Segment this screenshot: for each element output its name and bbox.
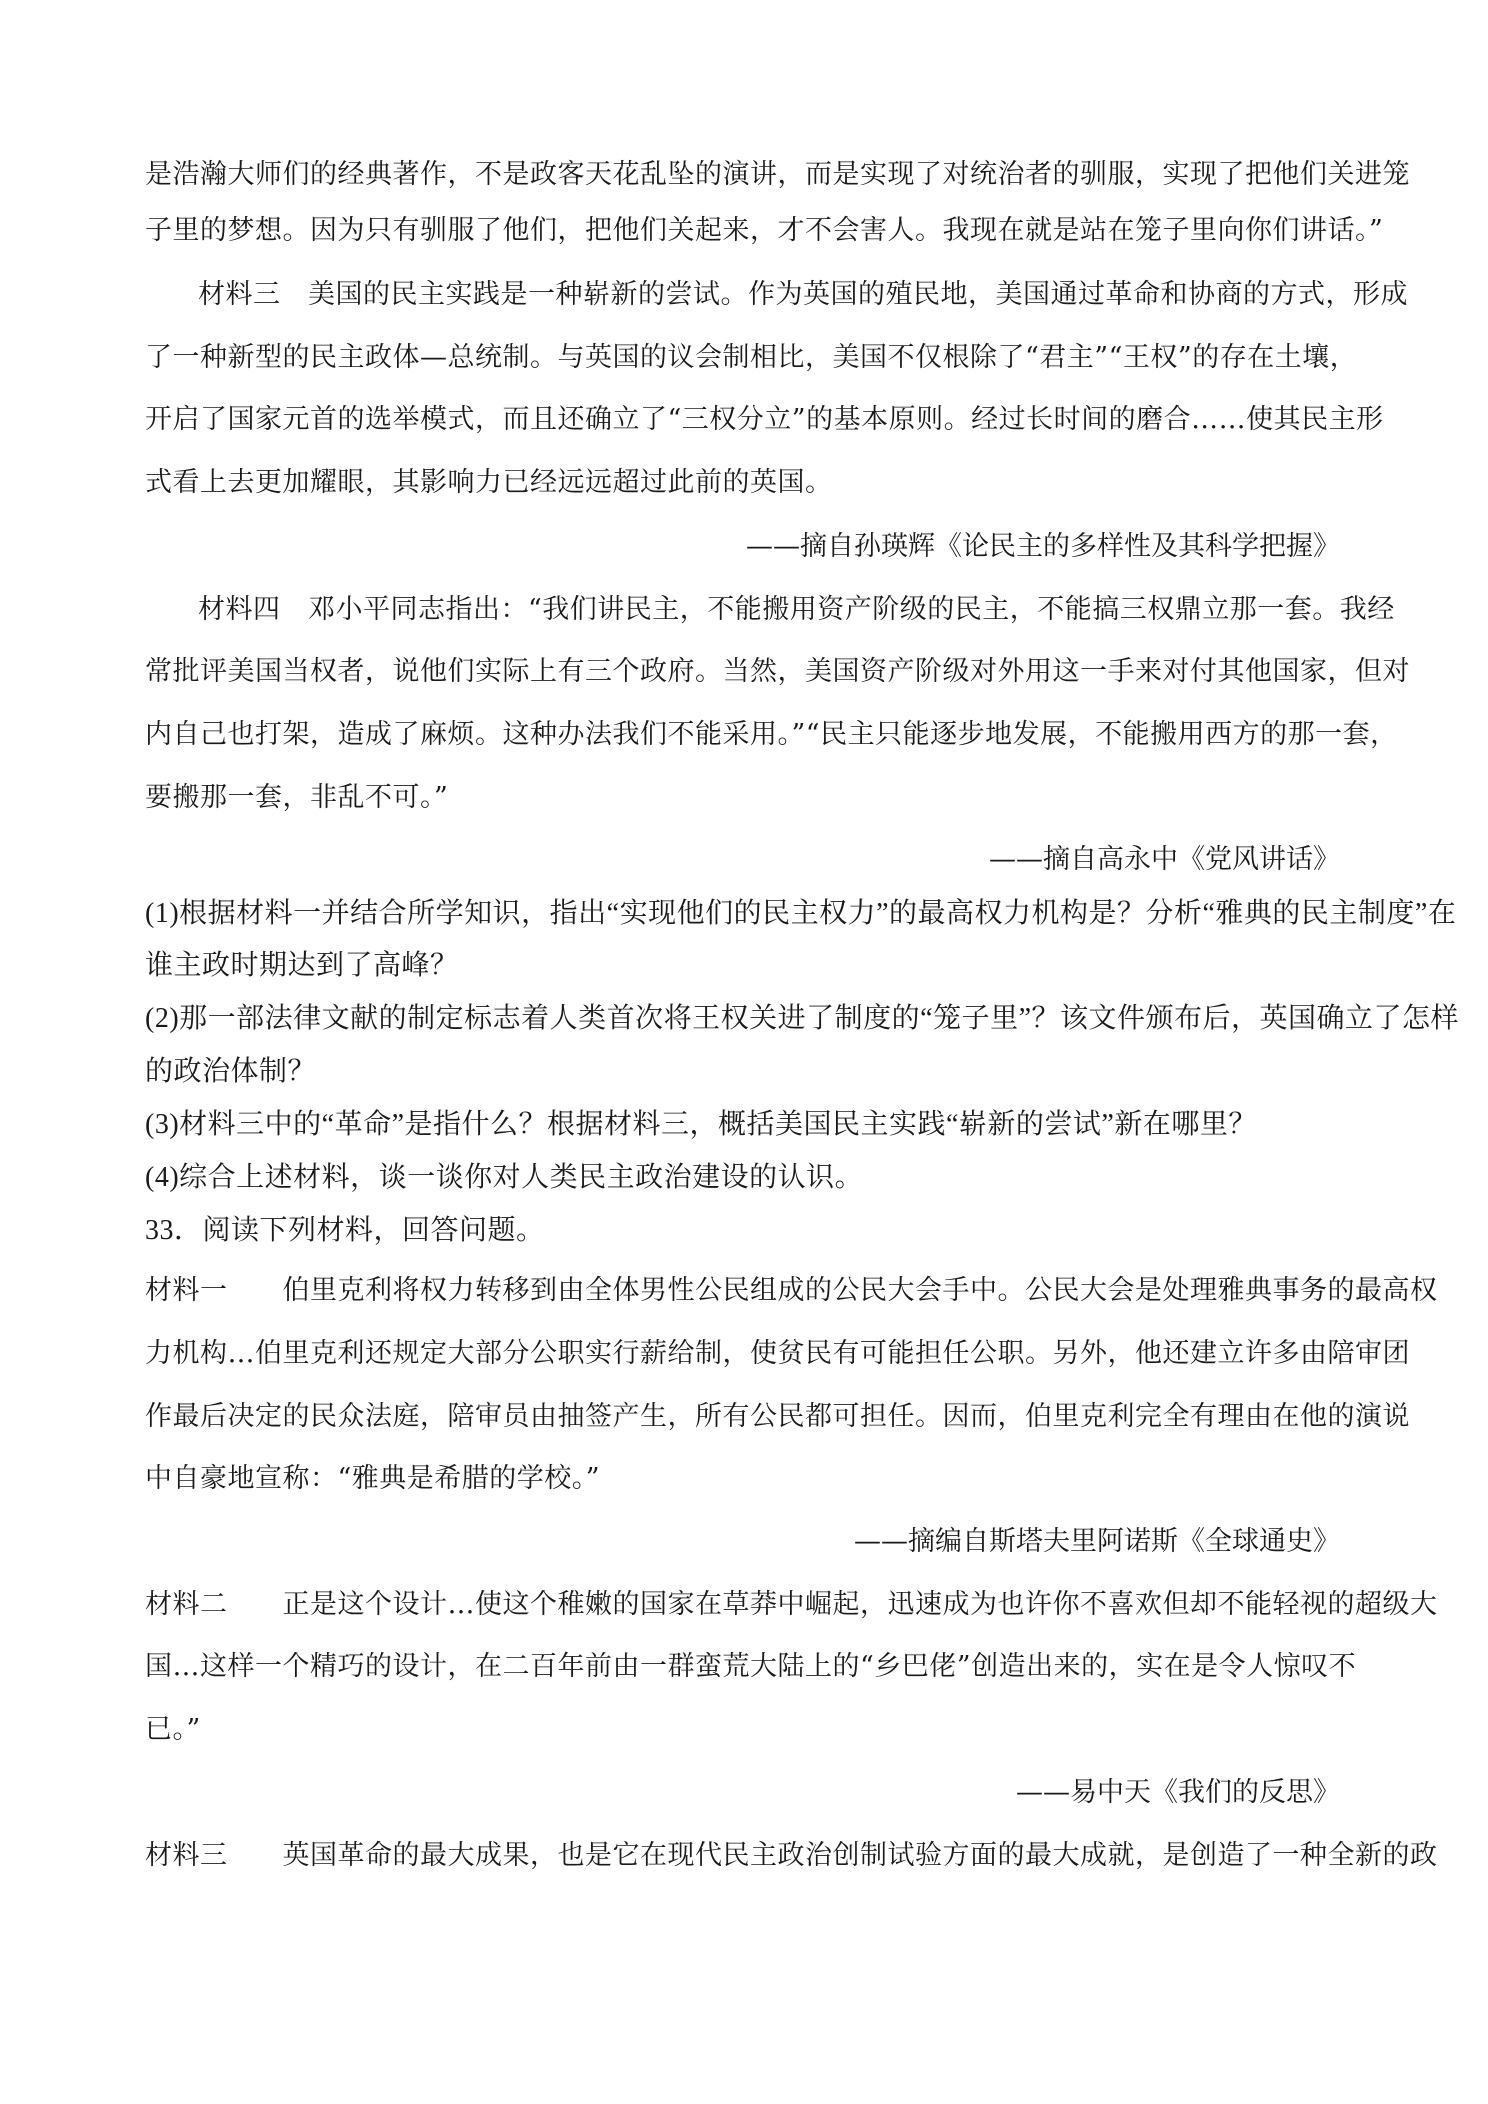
text-line: 中自豪地宣称：“雅典是希腊的学校。” (145, 1463, 601, 1494)
question-2: (2)那一部法律文献的制定标志着人类首次将王权关进了制度的“笼子里”？该文件颁布后，英国确立了怎样 (145, 1003, 1460, 1034)
text-line: 作最后决定的民众法庭，陪审员由抽签产生，所有公民都可担任。因而，伯里克利完全有理由在他的演说 (145, 1401, 1410, 1432)
text-line: 常批评美国当权者，说他们实际上有三个政府。当然，美国资产阶级对外用这一手来对付其他国家，但对 (145, 656, 1410, 687)
text-line: 子里的梦想。因为只有驯服了他们，把他们关起来，才不会害人。我现在就是站在笼子里向你们讲话。” (145, 215, 1384, 246)
text-line: 内自己也打架，造成了麻烦。这种办法我们不能采用。”“民主只能逐步地发展，不能搬用西方的那一套， (145, 719, 1398, 750)
text-line: 已。” (145, 1714, 201, 1745)
text-line: 的政治体制？ (145, 1056, 317, 1087)
material-paragraph-start: 材料三 美国的民主实践是一种崭新的尝试。作为英国的殖民地，美国通过革命和协商的方式，形成 (198, 279, 1408, 310)
material-paragraph-start: 材料三 英国革命的最大成果，也是它在现代民主政治创制试验方面的最大成就，是创造了一种全新的政 (145, 1840, 1438, 1871)
text-line: 国…这样一个精巧的设计，在二百年前由一群蛮荒大陆上的“乡巴佬”创造出来的，实在是令人惊叹不 (145, 1651, 1357, 1682)
text-line: 谁主政时期达到了高峰？ (145, 950, 459, 981)
citation-source: ——易中天《我们的反思》 (1016, 1777, 1340, 1808)
text-line: 力机构…伯里克利还规定大部分公职实行薪给制，使贫民有可能担任公职。另外，他还建立许多由陪审团 (145, 1338, 1410, 1369)
citation-source: ——摘编自斯塔夫里阿诺斯《全球通史》 (854, 1526, 1340, 1557)
text-line: 要搬那一套，非乱不可。” (145, 782, 449, 813)
question-33-heading: 33．阅读下列材料，回答问题。 (145, 1215, 545, 1246)
citation-source: ——摘自高永中《党风讲话》 (989, 844, 1340, 875)
material-paragraph-start: 材料二 正是这个设计…使这个稚嫩的国家在草莽中崛起，迅速成为也许你不喜欢但却不能轻视的超级大 (145, 1589, 1438, 1620)
text-line: 了一种新型的民主政体—总统制。与英国的议会制相比，美国不仅根除了“君主”“王权”的存在土壤， (145, 342, 1358, 373)
question-3: (3)材料三中的“革命”是指什么？根据材料三，概括美国民主实践“崭新的尝试”新在哪里？ (145, 1109, 1257, 1140)
text-line: 开启了国家元首的选举模式，而且还确立了“三权分立”的基本原则。经过长时间的磨合……使其民主形 (145, 404, 1384, 435)
citation-source: ——摘自孙瑛辉《论民主的多样性及其科学把握》 (746, 531, 1340, 562)
material-paragraph-start: 材料一 伯里克利将权力转移到由全体男性公民组成的公民大会手中。公民大会是处理雅典事务的最高权 (145, 1275, 1438, 1306)
text-line: 式看上去更加耀眼，其影响力已经远远超过此前的英国。 (145, 467, 833, 498)
question-1: (1)根据材料一并结合所学知识，指出“实现他们的民主权力”的最高权力机构是？分析“雅典的民主制度”在 (145, 898, 1457, 929)
text-line: 是浩瀚大师们的经典著作，不是政客天花乱坠的演讲，而是实现了对统治者的驯服，实现了把他们关进笼 (145, 159, 1410, 190)
question-4: (4)综合上述材料，谈一谈你对人类民主政治建设的认识。 (145, 1162, 864, 1193)
material-paragraph-start: 材料四 邓小平同志指出：“我们讲民主，不能搬用资产阶级的民主，不能搞三权鼎立那一套。我经 (198, 594, 1395, 625)
